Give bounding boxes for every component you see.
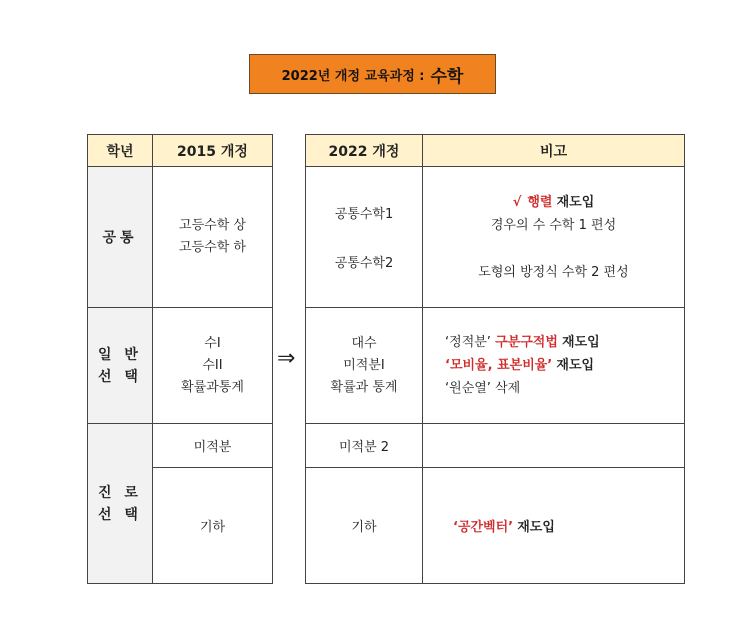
note-line: 도형의 방정식 수학 2 편성 bbox=[478, 264, 629, 280]
cell-2015-general bbox=[153, 308, 273, 424]
course: 고등수학 하 bbox=[179, 240, 246, 255]
note-red: ‘공간벡터’ bbox=[453, 520, 514, 535]
category-career bbox=[88, 424, 153, 584]
header-grade: 학년 bbox=[88, 135, 153, 167]
note-text: 재도입 bbox=[556, 194, 595, 210]
note-line: ‘원순열’ 삭제 bbox=[445, 381, 521, 396]
left-table-2015 bbox=[87, 134, 273, 584]
cell-2022-career-1: 미적분 2 bbox=[306, 424, 423, 468]
note-line: 경우의 수 수학 1 편성 bbox=[490, 217, 617, 233]
title-main: 2022년 개정 교육과정 : bbox=[281, 68, 425, 84]
right-arrow-icon: ⇒ bbox=[277, 346, 296, 371]
course: 수I bbox=[204, 335, 221, 351]
category-line: 일 반 bbox=[98, 346, 142, 363]
note-text: 재도입 bbox=[517, 520, 555, 535]
check-icon: √ bbox=[512, 194, 522, 210]
note-red: 구분구적법 bbox=[495, 335, 558, 350]
cell-2022-common bbox=[306, 167, 423, 308]
cell-2015-career-1: 미적분 bbox=[153, 424, 273, 468]
header-2015: 2015 개정 bbox=[153, 135, 273, 167]
category-line: 선 택 bbox=[98, 368, 142, 385]
header-2022: 2022 개정 bbox=[306, 135, 423, 167]
title-subject: 수학 bbox=[430, 66, 464, 87]
course: 확률과통계 bbox=[181, 379, 244, 395]
notes-career-1 bbox=[423, 424, 685, 468]
note-text: 재도입 bbox=[562, 335, 600, 350]
course: 확률과 통계 bbox=[330, 379, 398, 395]
notes-general bbox=[423, 308, 685, 424]
note-red: 행렬 bbox=[527, 194, 553, 210]
course: 공통수학1 bbox=[334, 207, 394, 222]
note-red: ‘모비율, 표본비율’ bbox=[445, 358, 553, 373]
course: 수II bbox=[202, 357, 223, 373]
right-table-2022 bbox=[305, 134, 685, 584]
category-line: 진 로 bbox=[98, 484, 142, 501]
cell-2022-career-2: 기하 bbox=[306, 468, 423, 584]
page-title bbox=[249, 54, 496, 94]
cell-2022-general bbox=[306, 308, 423, 424]
cell-2015-career-2: 기하 bbox=[153, 468, 273, 584]
notes-career-2 bbox=[423, 468, 685, 584]
category-line: 선 택 bbox=[98, 506, 142, 523]
course: 공통수학2 bbox=[334, 256, 394, 271]
category-general bbox=[88, 308, 153, 424]
course: 대수 bbox=[351, 335, 377, 351]
course: 고등수학 상 bbox=[179, 218, 246, 233]
cell-2015-common bbox=[153, 167, 273, 308]
note-text: 재도입 bbox=[556, 358, 595, 373]
header-notes: 비고 bbox=[423, 135, 685, 167]
course: 미적분I bbox=[343, 357, 385, 373]
category-common: 공통 bbox=[88, 167, 153, 308]
notes-common bbox=[423, 167, 685, 308]
note-text: ‘정적분’ bbox=[445, 335, 491, 350]
